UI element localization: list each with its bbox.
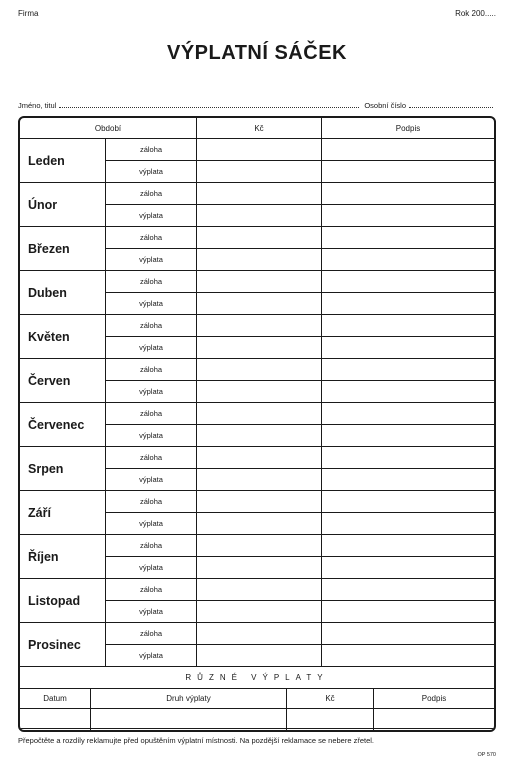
payment-kind (106, 139, 197, 182)
advance-label: záloha (106, 315, 196, 337)
payout-signature-cell[interactable] (322, 205, 494, 226)
col-header-period: Období (20, 118, 197, 138)
signature-cells (322, 579, 494, 622)
payout-signature-cell[interactable] (322, 337, 494, 358)
date-cell[interactable] (20, 729, 91, 732)
payout-label: výplata (139, 255, 163, 264)
payroll-table (18, 116, 496, 732)
table-header (20, 118, 494, 139)
signature-cells (322, 183, 494, 226)
payout-signature-cell[interactable] (322, 293, 494, 314)
month-name: Duben (20, 271, 106, 314)
table-row (20, 183, 494, 227)
table-row (20, 359, 494, 403)
payout-label: výplata (139, 475, 163, 484)
payout-amount-cell[interactable] (197, 337, 321, 358)
payout-amount-cell[interactable] (197, 381, 321, 402)
signature-cells (322, 535, 494, 578)
signature-cells (322, 227, 494, 270)
payment-kind (106, 447, 197, 490)
signature-cells (322, 491, 494, 534)
payment-kind (106, 623, 197, 666)
payment-kind (106, 491, 197, 534)
signature-cells (322, 447, 494, 490)
payout-label: výplata (139, 387, 163, 396)
amount-cells (197, 579, 322, 622)
table-row (20, 315, 494, 359)
month-rows (20, 139, 494, 667)
payout-signature-cell[interactable] (322, 381, 494, 402)
payout-signature-cell[interactable] (322, 601, 494, 622)
advance-label: záloha (106, 579, 196, 601)
payout-signature-cell[interactable] (322, 469, 494, 490)
advance-amount-cell[interactable] (197, 271, 321, 293)
payout-label: výplata (139, 651, 163, 660)
year-label: Rok 200..... (455, 9, 496, 18)
month-name: Leden (20, 139, 106, 182)
payout-signature-cell[interactable] (322, 513, 494, 534)
advance-label: záloha (106, 139, 196, 161)
advance-signature-cell[interactable] (322, 491, 494, 513)
advance-label: záloha (106, 623, 196, 645)
advance-amount-cell[interactable] (197, 139, 321, 161)
advance-amount-cell[interactable] (197, 535, 321, 557)
advance-signature-cell[interactable] (322, 359, 494, 381)
col-header-other-signature: Podpis (421, 694, 447, 703)
amount-cells (197, 491, 322, 534)
advance-amount-cell[interactable] (197, 447, 321, 469)
advance-amount-cell[interactable] (197, 623, 321, 645)
company-label: Firma (18, 9, 39, 18)
other-payments-header (20, 689, 494, 709)
payout-label: výplata (139, 343, 163, 352)
advance-signature-cell[interactable] (322, 447, 494, 469)
page-title: VÝPLATNÍ SÁČEK (167, 42, 347, 64)
amount-cells (197, 447, 322, 490)
form-code: OP 570 (477, 752, 496, 758)
table-row (20, 491, 494, 535)
table-row (20, 535, 494, 579)
payout-signature-cell[interactable] (322, 425, 494, 446)
payout-amount-cell[interactable] (197, 557, 321, 578)
payout-amount-cell[interactable] (197, 513, 321, 534)
month-name: Září (20, 491, 106, 534)
table-row (20, 139, 494, 183)
col-header-date: Datum (20, 689, 91, 708)
col-header-payment-type: Druh výplaty (91, 689, 287, 708)
table-row (20, 447, 494, 491)
payment-kind (106, 579, 197, 622)
payout-signature-cell[interactable] (322, 249, 494, 270)
month-name: Srpen (20, 447, 106, 490)
advance-label: záloha (106, 271, 196, 293)
payout-label: výplata (139, 607, 163, 616)
name-and-number-row (18, 98, 496, 110)
advance-signature-cell[interactable] (322, 579, 494, 601)
payout-amount-cell[interactable] (197, 293, 321, 314)
month-name: Únor (20, 183, 106, 226)
payout-label: výplata (139, 431, 163, 440)
table-row (20, 729, 494, 732)
advance-signature-cell[interactable] (322, 535, 494, 557)
signature-cell[interactable] (374, 709, 494, 728)
month-name: Červen (20, 359, 106, 402)
amount-cells (197, 271, 322, 314)
amount-cells (197, 139, 322, 182)
payout-amount-cell[interactable] (197, 645, 321, 666)
advance-signature-cell[interactable] (322, 623, 494, 645)
payment-kind (106, 535, 197, 578)
payout-signature-cell[interactable] (322, 557, 494, 578)
payout-amount-cell[interactable] (197, 205, 321, 226)
col-header-amount: Kč (197, 118, 322, 138)
signature-cells (322, 139, 494, 182)
advance-label: záloha (106, 227, 196, 249)
payout-amount-cell[interactable] (197, 425, 321, 446)
payment-kind (106, 403, 197, 446)
table-row (20, 271, 494, 315)
advance-label: záloha (106, 359, 196, 381)
month-name: Prosinec (20, 623, 106, 666)
payout-label: výplata (139, 167, 163, 176)
amount-cells (197, 359, 322, 402)
payment-kind (106, 227, 197, 270)
signature-cells (322, 623, 494, 666)
month-name: Červenec (20, 403, 106, 446)
month-name: Březen (20, 227, 106, 270)
advance-signature-cell[interactable] (322, 227, 494, 249)
payment-kind (106, 271, 197, 314)
table-row (20, 403, 494, 447)
advance-signature-cell[interactable] (322, 139, 494, 161)
signature-cells (322, 271, 494, 314)
payout-amount-cell[interactable] (197, 161, 321, 182)
payment-type-cell[interactable] (91, 709, 287, 728)
advance-signature-cell[interactable] (322, 403, 494, 425)
amount-cells (197, 623, 322, 666)
payout-amount-cell[interactable] (197, 601, 321, 622)
payout-amount-cell[interactable] (197, 469, 321, 490)
payment-type-cell[interactable] (91, 729, 287, 732)
date-cell[interactable] (20, 709, 91, 728)
month-name: Listopad (20, 579, 106, 622)
table-row (20, 579, 494, 623)
amount-cells (197, 315, 322, 358)
month-name: Říjen (20, 535, 106, 578)
table-row (20, 623, 494, 667)
advance-label: záloha (106, 403, 196, 425)
advance-label: záloha (106, 535, 196, 557)
advance-amount-cell[interactable] (197, 579, 321, 601)
advance-amount-cell[interactable] (197, 315, 321, 337)
col-header-other-amount: Kč (287, 689, 374, 708)
advance-amount-cell[interactable] (197, 227, 321, 249)
amount-cells (197, 227, 322, 270)
personal-number-field[interactable] (409, 107, 493, 108)
advance-signature-cell[interactable] (322, 315, 494, 337)
table-row (20, 709, 494, 729)
payout-amount-cell[interactable] (197, 249, 321, 270)
col-header-signature: Podpis (395, 123, 421, 133)
advance-label: záloha (106, 491, 196, 513)
amount-cell[interactable] (287, 709, 374, 728)
signature-cells (322, 359, 494, 402)
payout-label: výplata (139, 563, 163, 572)
signature-cells (322, 315, 494, 358)
table-row (20, 227, 494, 271)
payout-label: výplata (139, 299, 163, 308)
payout-signature-cell[interactable] (322, 161, 494, 182)
payment-kind (106, 359, 197, 402)
amount-cells (197, 183, 322, 226)
month-name: Květen (20, 315, 106, 358)
other-payments-title: RŮZNÉ VÝPLATY (20, 667, 494, 689)
footer-note: Přepočtěte a rozdíly reklamujte před opuštěním výplatní místnosti. Na pozdější reklamace se nebere zřetel. (18, 736, 375, 745)
payout-label: výplata (139, 519, 163, 528)
amount-cell[interactable] (287, 729, 374, 732)
amount-cells (197, 535, 322, 578)
advance-label: záloha (106, 447, 196, 469)
advance-signature-cell[interactable] (322, 271, 494, 293)
advance-amount-cell[interactable] (197, 183, 321, 205)
payment-kind (106, 315, 197, 358)
name-field[interactable] (59, 107, 359, 108)
advance-label: záloha (106, 183, 196, 205)
advance-amount-cell[interactable] (197, 403, 321, 425)
personal-number-label: Osobní číslo (364, 101, 406, 110)
payout-signature-cell[interactable] (322, 645, 494, 666)
payout-label: výplata (139, 211, 163, 220)
signature-cells (322, 403, 494, 446)
amount-cells (197, 403, 322, 446)
advance-amount-cell[interactable] (197, 491, 321, 513)
payment-kind (106, 183, 197, 226)
advance-amount-cell[interactable] (197, 359, 321, 381)
signature-cell[interactable] (374, 729, 494, 732)
name-label: Jméno, titul (18, 101, 57, 110)
advance-signature-cell[interactable] (322, 183, 494, 205)
